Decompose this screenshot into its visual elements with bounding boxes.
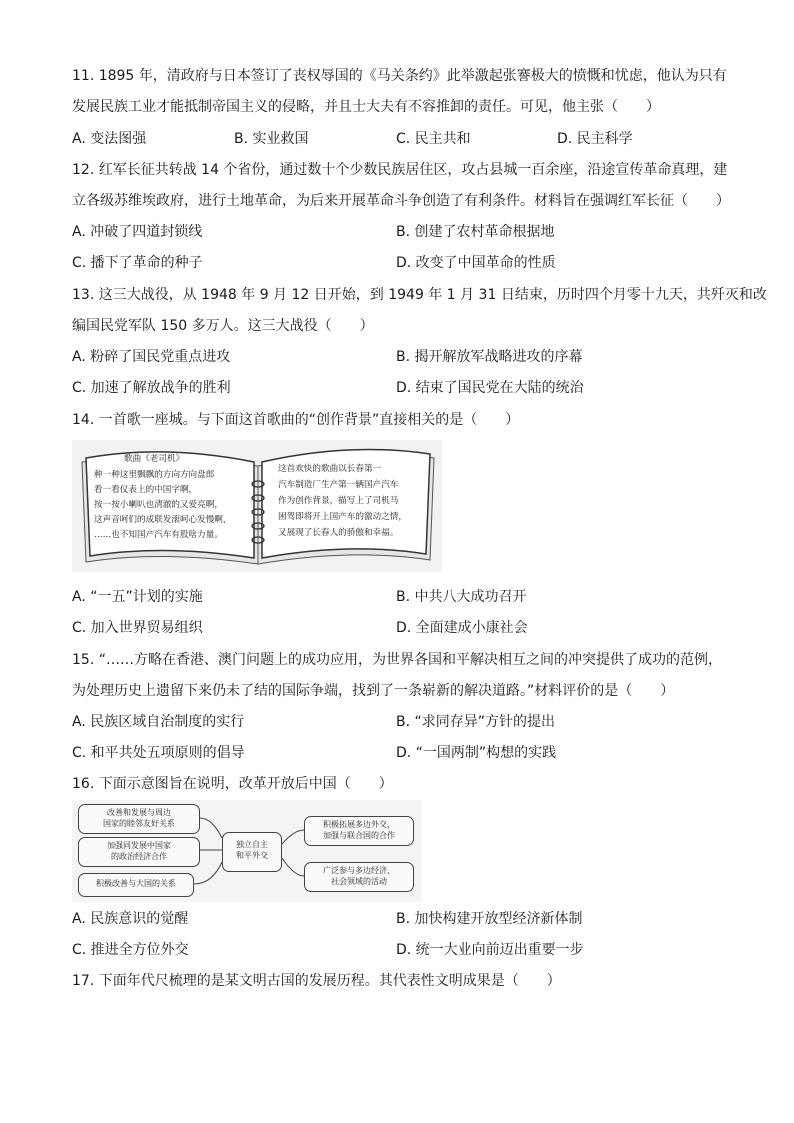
q14-option-d[interactable]: D. 全面建成小康社会 (396, 620, 528, 636)
q17-stem: 17. 下面年代尺梳理的是某文明古国的发展历程。其代表性文明成果是（ ） (72, 973, 561, 989)
book-left-line1: 种一种这里飘飘的方向方向盘郎 (94, 470, 215, 480)
diagram-left-text-2: 加强同发展中国家 的政治经济合作 (107, 841, 171, 861)
q15-stem-line2: 为处理历史上遗留下来仍未了结的国际争端，找到了一条崭新的解决道路。”材料评价的是（ ） (72, 683, 675, 699)
diagram-right-text-1: 积极拓展多边外交， 加强与联合国的合作 (323, 820, 395, 840)
book-left-line4: 这声音呵们的成联发滚呵心发慢啊， (94, 515, 232, 525)
book-left-line2: 看一看仪表上的中国字啊， (94, 485, 198, 495)
q13-option-a[interactable]: A. 粉碎了国民党重点进攻 (72, 349, 231, 365)
book-right-line4: 困驾即将开上国产车的激动之情， (278, 512, 407, 522)
q13-option-d[interactable]: D. 结束了国民党在大陆的统治 (396, 380, 584, 396)
q15-option-b[interactable]: B. “求同存异”方针的提出 (396, 714, 556, 730)
q15-option-c[interactable]: C. 和平共处五项原则的倡导 (72, 745, 245, 761)
book-right-line5: 又展现了长春人的骄傲和幸福。 (278, 528, 399, 538)
q16-option-c[interactable]: C. 推进全方位外交 (72, 942, 189, 958)
q14-option-b[interactable]: B. 中共八大成功召开 (396, 589, 527, 605)
q13-option-c[interactable]: C. 加速了解放战争的胜利 (72, 380, 231, 396)
q11-option-d[interactable]: D. 民主科学 (557, 131, 633, 147)
q16-option-b[interactable]: B. 加快构建开放型经济新体制 (396, 911, 583, 927)
q13-stem-line1: 13. 这三大战役，从 1948 年 9 月 12 日开始，到 1949 年 1 月 31 日结束，历时四个月零十九天，共歼灭和改 (72, 287, 767, 303)
q12-stem-line1: 12. 红军长征共转战 14 个省份，通过数十个少数民族居住区，攻占县城一百余座，沿途宣传革命真理，建 (72, 162, 728, 178)
diagram-center-text: 独立自主 和平外交 (236, 840, 268, 860)
q14-stem: 14. 一首歌一座城。与下面这首歌曲的“创作背景”直接相关的是（ ） (72, 412, 520, 428)
open-book-figure (72, 440, 442, 572)
q16-stem: 16. 下面示意图旨在说明，改革开放后中国（ ） (72, 776, 393, 792)
diplomacy-diagram (72, 800, 422, 902)
diagram-left-text-3: 积极改善与大国的关系 (96, 879, 176, 888)
q11-option-c[interactable]: C. 民主共和 (396, 131, 471, 147)
q11-stem-line2: 发展民族工业才能抵制帝国主义的侵略，并且士大夫有不容推卸的责任。可见，他主张（ ） (72, 99, 660, 115)
q15-stem-line1: 15. “……方略在香港、澳门问题上的成功应用，为世界各国和平解决相互之间的冲突提供了成功的范例， (72, 652, 722, 668)
q16-option-d[interactable]: D. 统一大业向前迈出重要一步 (396, 942, 584, 958)
book-right-line2: 汽车制造厂生产第一辆国产汽车 (278, 480, 399, 490)
q16-option-a[interactable]: A. 民族意识的觉醒 (72, 911, 189, 927)
diagram-left-text-1: 改善和发展与周边 国家的睦邻友好关系 (103, 808, 175, 828)
q11-option-a[interactable]: A. 变法图强 (72, 131, 147, 147)
q13-option-b[interactable]: B. 揭开解放军战略进攻的序幕 (396, 349, 583, 365)
book-right-line3: 作为创作背景，描写上了司机马 (278, 496, 399, 506)
q14-option-a[interactable]: A. “一五”计划的实施 (72, 589, 203, 605)
q12-stem-line2: 立各级苏维埃政府，进行土地革命，为后来开展革命斗争创造了有利条件。材料旨在强调红军长征（ ） (72, 193, 730, 209)
book-left-line3: 按一按小喇叭也清澈的又爱亮啊， (94, 500, 223, 510)
q11-option-b[interactable]: B. 实业救国 (234, 131, 309, 147)
book-left-line5: ……也不知国产汽车有股啥力量。 (94, 530, 223, 540)
book-left-title: 歌曲《老司机》 (124, 454, 185, 464)
q13-stem-line2: 编国民党军队 150 多万人。这三大战役（ ） (72, 318, 374, 334)
q12-option-d[interactable]: D. 改变了中国革命的性质 (396, 255, 556, 271)
q12-option-a[interactable]: A. 冲破了四道封锁线 (72, 224, 203, 240)
q14-option-c[interactable]: C. 加入世界贸易组织 (72, 620, 203, 636)
q15-option-d[interactable]: D. “一国两制”构想的实践 (396, 745, 557, 761)
q12-option-c[interactable]: C. 播下了革命的种子 (72, 255, 203, 271)
q15-option-a[interactable]: A. 民族区域自治制度的实行 (72, 714, 245, 730)
q12-option-b[interactable]: B. 创建了农村革命根据地 (396, 224, 555, 240)
diagram-right-text-2: 广泛参与多边经济、 社会领域的活动 (323, 866, 395, 886)
q11-stem-line1: 11. 1895 年，清政府与日本签订了丧权辱国的《马关条约》此举激起张謇极大的愤慨和忧虑，他认为只有 (72, 68, 727, 84)
book-right-line1: 这首欢快的歌曲以长春第一 (278, 464, 382, 474)
